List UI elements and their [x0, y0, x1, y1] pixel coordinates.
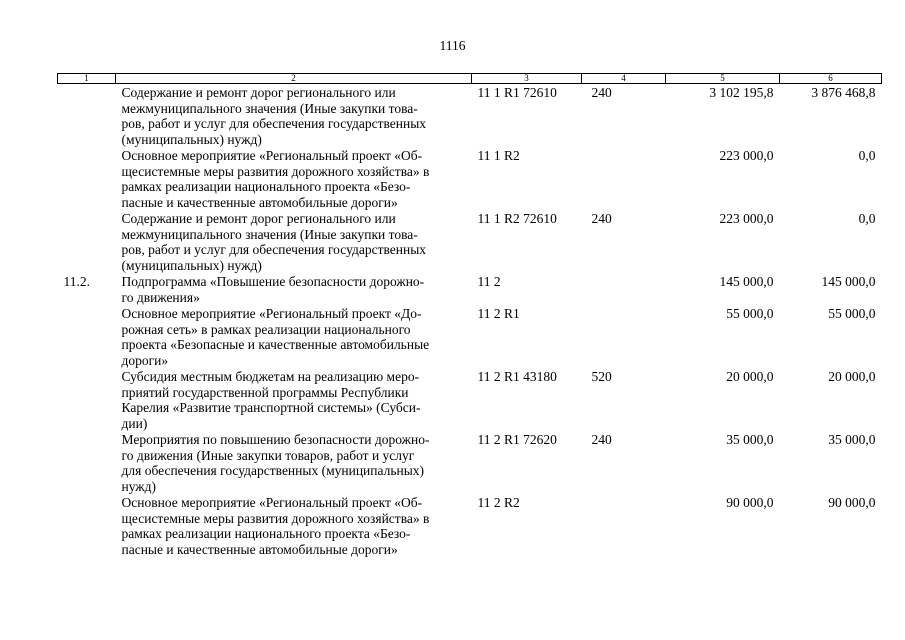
- row-name-line: го движения»: [121, 289, 200, 305]
- row-number-cell: [58, 431, 116, 494]
- row-name-line: ров, работ и услуг для обеспечения государственных: [121, 116, 427, 131]
- row-name-line: Содержание и ремонт дорог регионального или: [121, 85, 396, 100]
- row-vr-cell: 240: [591, 85, 612, 100]
- table-body: [58, 84, 882, 558]
- row-number-cell: [58, 368, 116, 431]
- row-csr-cell: 11 2 R1: [477, 306, 520, 321]
- row-name-line: Основное мероприятие «Региональный проект «Об-: [121, 495, 423, 510]
- row-name-line: рамках реализации национального проекта «Безо-: [121, 179, 411, 194]
- row-vr-cell: 240: [591, 432, 612, 447]
- row-name-line: нужд): [121, 478, 156, 494]
- table-row: [58, 494, 882, 557]
- row-amount-2-cell: 20 000,0: [828, 369, 876, 384]
- row-amount-2-cell: 35 000,0: [828, 432, 876, 447]
- column-header-3: 3: [472, 74, 582, 84]
- row-amount-2-cell: 0,0: [858, 148, 876, 163]
- table-row: [58, 368, 882, 431]
- row-name-line: проекта «Безопасные и качественные автомобильные: [121, 337, 430, 352]
- row-name-line: для обеспечения государственных (муниципальных): [121, 463, 425, 478]
- table-header-row: [58, 74, 882, 84]
- row-name-cell: [116, 84, 472, 148]
- row-name-line: Основное мероприятие «Региональный проект «До-: [121, 306, 422, 321]
- row-name-cell: [116, 273, 472, 305]
- row-csr-cell: 11 2 R1 43180: [477, 369, 557, 384]
- row-name-line: межмуниципального значения (Иные закупки това-: [121, 100, 418, 116]
- row-amount-1-cell: 35 000,0: [726, 432, 774, 447]
- column-header-1: 1: [58, 74, 116, 84]
- row-number-cell: 11.2.: [63, 274, 90, 289]
- row-name-line: (муниципальных) нужд): [121, 257, 262, 273]
- budget-table: [57, 73, 882, 557]
- row-csr-cell: 11 2: [477, 274, 501, 289]
- row-name-line: го движения (Иные закупки товаров, работ и услуг: [121, 447, 415, 463]
- row-number-cell: [58, 84, 116, 148]
- row-vr-cell: [582, 147, 666, 210]
- row-name-line: Подпрограмма «Повышение безопасности дорожно-: [121, 274, 425, 289]
- row-amount-1-cell: 145 000,0: [719, 274, 774, 289]
- row-name-line: приятий государственной программы Республики: [121, 384, 409, 400]
- column-header-4: 4: [582, 74, 666, 84]
- row-number-cell: [58, 147, 116, 210]
- row-name-line: пасные и качественные автомобильные дороги»: [121, 541, 398, 557]
- row-amount-2-cell: 0,0: [858, 211, 876, 226]
- row-number-cell: [58, 494, 116, 557]
- row-amount-2-cell: 90 000,0: [828, 495, 876, 510]
- row-name-line: Содержание и ремонт дорог регионального или: [121, 211, 396, 226]
- table-row: [58, 84, 882, 148]
- row-amount-2-cell: 3 876 468,8: [811, 85, 876, 100]
- row-name-line: щесистемные меры развития дорожного хозяйства» в: [121, 510, 430, 526]
- row-name-line: (муниципальных) нужд): [121, 131, 262, 147]
- row-number-cell: [58, 305, 116, 368]
- row-amount-1-cell: 3 102 195,8: [709, 85, 774, 100]
- row-name-line: ров, работ и услуг для обеспечения государственных: [121, 242, 427, 257]
- row-name-cell: [116, 305, 472, 368]
- row-name-cell: [116, 494, 472, 557]
- column-header-5: 5: [666, 74, 780, 84]
- row-amount-1-cell: 223 000,0: [719, 211, 774, 226]
- row-vr-cell: [582, 494, 666, 557]
- row-amount-2-cell: 145 000,0: [821, 274, 876, 289]
- row-name-line: пасные и качественные автомобильные дороги»: [121, 194, 398, 210]
- table-row: [58, 305, 882, 368]
- row-csr-cell: 11 1 R2: [477, 148, 520, 163]
- row-number-cell: [58, 210, 116, 273]
- row-name-cell: [116, 210, 472, 273]
- row-name-cell: [116, 147, 472, 210]
- column-header-2: 2: [116, 74, 472, 84]
- row-vr-cell: [582, 273, 666, 305]
- row-name-line: рожная сеть» в рамках реализации национального: [121, 321, 411, 337]
- row-name-line: щесистемные меры развития дорожного хозяйства» в: [121, 163, 430, 179]
- table-row: [58, 431, 882, 494]
- row-name-cell: [116, 431, 472, 494]
- row-name-cell: [116, 368, 472, 431]
- row-name-line: Мероприятия по повышению безопасности дорожно-: [121, 432, 430, 447]
- row-csr-cell: 11 1 R2 72610: [477, 211, 557, 226]
- row-name-line: Основное мероприятие «Региональный проект «Об-: [121, 148, 423, 163]
- table-row: [58, 273, 882, 305]
- row-name-line: дии): [121, 415, 148, 431]
- row-name-line: Карелия «Развитие транспортной системы» (Субси-: [121, 400, 421, 415]
- row-name-line: межмуниципального значения (Иные закупки това-: [121, 226, 418, 242]
- table-row: [58, 147, 882, 210]
- row-amount-2-cell: 55 000,0: [828, 306, 876, 321]
- row-name-line: Субсидия местным бюджетам на реализацию меро-: [121, 369, 420, 384]
- row-name-line: дороги»: [121, 352, 169, 368]
- row-csr-cell: 11 2 R2: [477, 495, 520, 510]
- row-csr-cell: 11 1 R1 72610: [477, 85, 557, 100]
- row-name-line: рамках реализации национального проекта «Безо-: [121, 526, 411, 541]
- column-header-6: 6: [780, 74, 882, 84]
- row-vr-cell: 520: [591, 369, 612, 384]
- row-amount-1-cell: 223 000,0: [719, 148, 774, 163]
- row-csr-cell: 11 2 R1 72620: [477, 432, 557, 447]
- row-vr-cell: [582, 305, 666, 368]
- row-amount-1-cell: 55 000,0: [726, 306, 774, 321]
- row-amount-1-cell: 20 000,0: [726, 369, 774, 384]
- row-vr-cell: 240: [591, 211, 612, 226]
- row-amount-1-cell: 90 000,0: [726, 495, 774, 510]
- page-number: 1116: [439, 38, 466, 53]
- table-row: [58, 210, 882, 273]
